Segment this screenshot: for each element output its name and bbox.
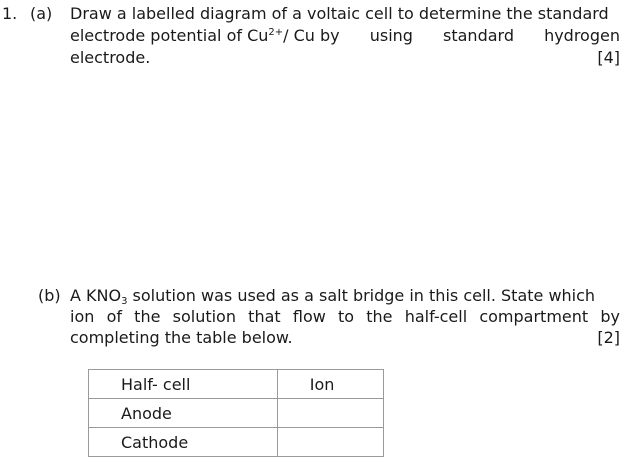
question-number: 1. bbox=[2, 4, 18, 23]
part-b-label: (b) bbox=[38, 286, 61, 305]
part-a-line2-formula: electrode potential of $Cu^{2+}/$ Cu by bbox=[70, 26, 340, 45]
part-b-line2-word: the bbox=[134, 307, 161, 326]
part-b-line2-word: to bbox=[338, 307, 355, 326]
part-a-line2-word: using bbox=[369, 26, 413, 45]
table-row bbox=[89, 399, 384, 428]
answer-table bbox=[88, 369, 384, 457]
part-b-line2-word: of bbox=[106, 307, 122, 326]
part-a-label: (a) bbox=[30, 4, 53, 23]
part-a-line2-word: hydrogen bbox=[544, 26, 620, 45]
table-header-ion: Ion bbox=[277, 370, 383, 399]
table-cell-half-cell: Cathode bbox=[89, 428, 278, 457]
part-b-marks: [2] bbox=[597, 328, 620, 347]
part-a-line2 bbox=[70, 26, 620, 45]
table-row bbox=[89, 428, 384, 457]
table-header-row bbox=[89, 370, 384, 399]
table-cell-half-cell: Anode bbox=[89, 399, 278, 428]
part-b-line2-word: the bbox=[366, 307, 393, 326]
part-b-line2-word: by bbox=[600, 307, 620, 326]
part-b-line2-word: half-cell bbox=[404, 307, 468, 326]
part-b-line2-word: flow bbox=[292, 307, 326, 326]
part-b-line2-word: compartment bbox=[479, 307, 589, 326]
part-b-line2-word: that bbox=[248, 307, 281, 326]
part-b-line2-word: ion bbox=[70, 307, 95, 326]
part-b-line3: completing the table below. bbox=[70, 328, 293, 347]
part-a-line2-word: standard bbox=[443, 26, 514, 45]
table-cell-ion-answer[interactable] bbox=[277, 428, 383, 457]
part-a-line3: electrode. bbox=[70, 48, 151, 67]
table-header-half-cell: Half- cell bbox=[89, 370, 278, 399]
part-b-line1: A $KNO_3$ solution was used as a salt bridge in this cell. State which bbox=[70, 286, 596, 307]
part-b-line2 bbox=[70, 307, 620, 326]
table-cell-ion-answer[interactable] bbox=[277, 399, 383, 428]
part-a-marks: [4] bbox=[597, 48, 620, 67]
part-b-line2-word: solution bbox=[172, 307, 236, 326]
part-a-line1: Draw a labelled diagram of a voltaic cell to determine the standard bbox=[70, 4, 609, 23]
